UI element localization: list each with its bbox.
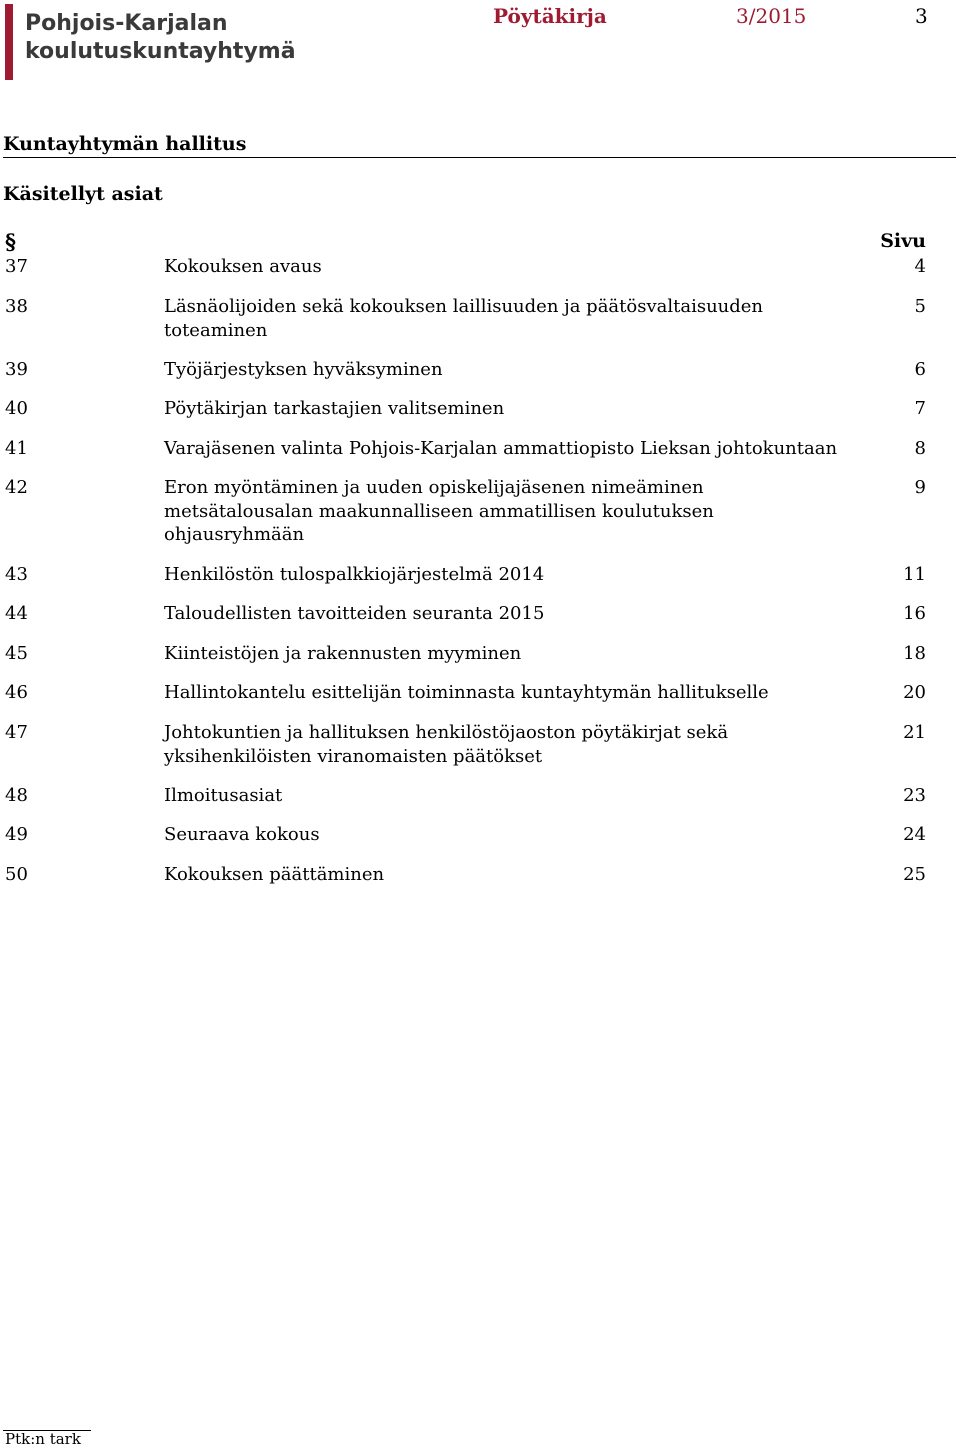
- organization-logo: [5, 4, 295, 80]
- logo-line-1: Pohjois-Karjalan: [25, 11, 228, 36]
- agenda-item-number: 41: [5, 438, 28, 459]
- agenda-item-page: 9: [914, 477, 926, 498]
- agenda-item-page: 5: [914, 296, 926, 317]
- agenda-item-number: 49: [5, 824, 28, 845]
- agenda-item-title: Seuraava kokous: [164, 824, 320, 845]
- agenda-item-page: 25: [903, 864, 926, 885]
- agenda-item-title: Työjärjestyksen hyväksyminen: [164, 359, 443, 380]
- agenda-item-page: 20: [903, 682, 926, 703]
- page-number: 3: [915, 4, 928, 28]
- agenda-item-number: 39: [5, 359, 28, 380]
- agenda-item-page: 18: [903, 643, 926, 664]
- agenda-item-number: 40: [5, 398, 28, 419]
- agenda-item-title: Kokouksen avaus: [164, 256, 322, 277]
- agenda-item-number: 48: [5, 785, 28, 806]
- agenda-item-title: Henkilöstön tulospalkkiojärjestelmä 2014: [164, 564, 545, 585]
- page-column-header: Sivu: [880, 230, 926, 252]
- agenda-item-page: 23: [903, 785, 926, 806]
- agenda-item-page: 8: [914, 438, 926, 459]
- agenda-item-title: Pöytäkirjan tarkastajien valitseminen: [164, 398, 505, 419]
- agenda-item-number: 47: [5, 722, 28, 743]
- document-number: 3/2015: [736, 4, 807, 28]
- logo-line-2: koulutuskuntayhtymä: [25, 39, 296, 64]
- agenda-item-number: 42: [5, 477, 28, 498]
- agenda-item-title: Kokouksen päättäminen: [164, 864, 385, 885]
- section-title: Käsitellyt asiat: [3, 183, 163, 205]
- logo-bar: [5, 4, 13, 80]
- agenda-item-number: 44: [5, 603, 28, 624]
- agenda-item-title: Kiinteistöjen ja rakennusten myyminen: [164, 643, 522, 664]
- logo-text: [25, 10, 296, 66]
- agenda-item-page: 7: [914, 398, 926, 419]
- agenda-item-page: 24: [903, 824, 926, 845]
- agenda-item-title: Läsnäolijoiden sekä kokouksen laillisuuden ja päätösvaltaisuuden toteaminen: [164, 296, 764, 341]
- agenda-item-title: Johtokuntien ja hallituksen henkilöstöjaoston pöytäkirjat sekä yksihenkilöisten viranomaisten päätökset: [164, 722, 729, 767]
- agenda-item-page: 21: [903, 722, 926, 743]
- agenda-item-title: Taloudellisten tavoitteiden seuranta 2015: [164, 603, 545, 624]
- agenda-item-title: Varajäsenen valinta Pohjois-Karjalan ammattiopisto Lieksan johtokuntaan: [164, 438, 838, 459]
- agenda-item-number: 45: [5, 643, 28, 664]
- agenda-item-number: 43: [5, 564, 28, 585]
- agenda-item-number: 50: [5, 864, 28, 885]
- agenda-item-number: 46: [5, 682, 28, 703]
- document-type: Pöytäkirja: [493, 4, 607, 28]
- agenda-item-page: 16: [903, 603, 926, 624]
- paragraph-column-header: §: [5, 229, 16, 254]
- agenda-item-page: 11: [903, 564, 926, 585]
- agenda-item-number: 38: [5, 296, 28, 317]
- agenda-item-number: 37: [5, 256, 28, 277]
- board-name: Kuntayhtymän hallitus: [3, 133, 956, 158]
- agenda-item-title: Ilmoitusasiat: [164, 785, 283, 806]
- agenda-item-page: 6: [914, 359, 926, 380]
- footer-initials-label: Ptk:n tark: [5, 1430, 81, 1448]
- agenda-item-page: 4: [914, 256, 926, 277]
- agenda-item-title: Eron myöntäminen ja uuden opiskelijajäsenen nimeäminen metsätalousalan maakunnalliseen ammatillisen koulutuksen ohjausryhmään: [164, 477, 714, 545]
- agenda-item-title: Hallintokantelu esittelijän toiminnasta kuntayhtymän hallitukselle: [164, 682, 769, 703]
